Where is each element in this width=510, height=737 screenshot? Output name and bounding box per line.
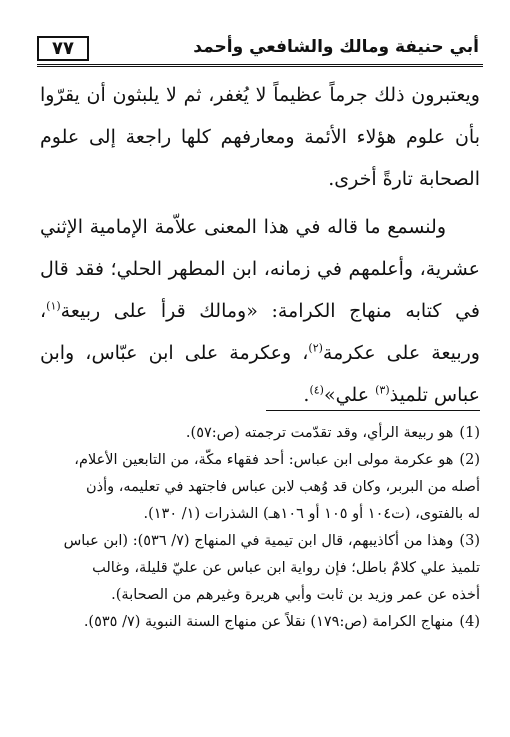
footnote-3-continuation-1: تلميذ علي كلامٌ باطل؛ فإن رواية ابن عباس عن عليّ قليلة، وغالب [92,560,480,576]
page-number-box: ٧٧ [37,36,89,61]
footnote-4 [40,609,480,636]
footnote-2-continuation-2: له بالفتوى، (ت١٠٤ أو ١٠٥ أو ١٠٦هـ) الشذرات (١/ ١٣٠). [143,506,480,522]
footnote-4-text: منهاج الكرامة (ص:١٧٩) نقلاً عن منهاج السنة النبوية (٧/ ٥٣٥). [83,614,454,630]
paragraph-2-text-c: ، وعكرمة على ابن عبّاس، وابن عباس تلميذ [40,342,480,406]
paragraph-2 [40,206,480,416]
footnote-3 [40,528,480,555]
main-text [40,74,480,416]
footnote-1-number: (1) [459,425,480,441]
footnote-2-continuation-1: أصله من البربر، وكان قد وُهب لابن عباس فاجتهد في تعليمه، وأذن [85,479,480,495]
paragraph-2-text-d: علي» [323,384,376,406]
footnote-3-continuation-2: أخذه عن عمر وزيد بن ثابت وأبي هريرة وغيرهم من الصحابة). [111,587,480,603]
footnote-1-text: هو ربيعة الرأي، وقد تقدّمت ترجمته (ص:٥٧). [185,425,454,441]
paragraph-2-end: . [303,384,310,406]
footnote-3-text: وهذا من أكاذيبهم، قال ابن تيمية في المنهاج (٧/ ٥٣٦): (ابن عباس [63,533,454,549]
paragraph-2-text-b: ، وربيعة على عكرمة [40,300,480,364]
footnote-1 [40,420,480,447]
footnote-ref-3[interactable]: (٣) [375,383,390,397]
footnote-separator [266,410,480,411]
footnote-4-number: (4) [459,614,480,630]
footnote-3-number: (3) [459,533,480,549]
footnotes [40,420,480,636]
footnote-2-number: (2) [459,452,480,468]
footnote-2-text: هو عكرمة مولى ابن عباس: أحد فقهاء مكّة، من التابعين الأعلام، [74,452,454,468]
paragraph-1: ويعتبرون ذلك جرماً عظيماً لا يُغفر، ثم لا يلبثون أن يقرّوا بأن علوم هؤلاء الأئمة ومعارفهم كلها راجعة إلى علوم الصحابة تارةً أخرى. [40,84,480,190]
footnote-2 [40,447,480,474]
footnote-ref-1[interactable]: (١) [46,299,61,313]
page-header [37,34,483,67]
footnote-ref-4[interactable]: (٤) [309,383,324,397]
running-title: أبي حنيفة ومالك والشافعي وأحمد [193,37,479,57]
footnote-ref-2[interactable]: (٢) [308,341,323,355]
paragraph-2-text-a: ولنسمع ما قاله في هذا المعنى علاّمة الإمامية الإثني عشرية، وأعلمهم في زمانه، ابن المطهر الحلي؛ فقد قال في كتابه منهاج الكرامة: «ومالك قرأ على ربيعة [40,216,480,322]
